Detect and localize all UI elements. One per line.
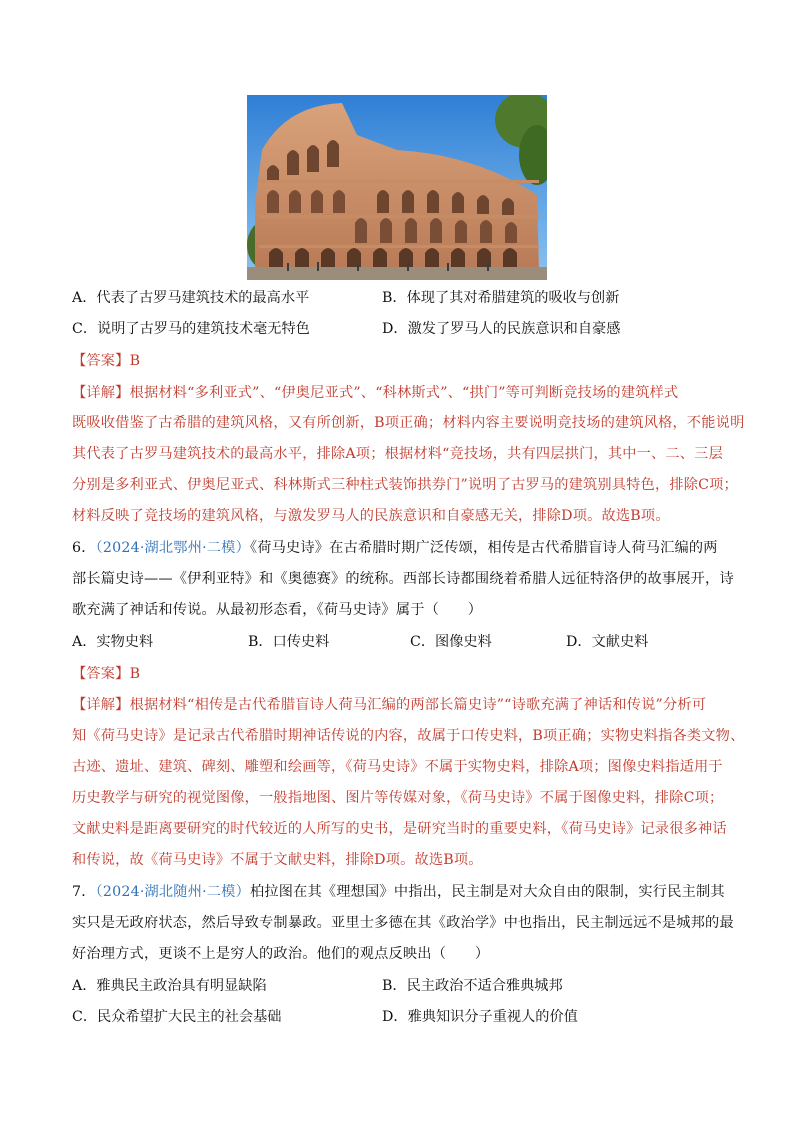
- q6-detail-text-1: 根据材料“相传是古代希腊盲诗人荷马汇编的两部长篇史诗”“诗歌充满了神话和传说”分析可: [129, 697, 707, 713]
- q7-stem-line-2: 实只是无政府状态，然后导致专制暴政。亚里士多德在其《政治学》中也指出，民主制远远不是城邦的最: [72, 915, 734, 931]
- q6-stem-line-1: [72, 538, 718, 558]
- q5-detail-line-3: 其代表了古罗马建筑技术的最高水平，排除A项；根据材料“竞技场，共有四层拱门，其中一、二、三层: [72, 446, 723, 462]
- q5-answer-label: 【答案】: [72, 353, 130, 369]
- q5-answer-value: B: [129, 353, 141, 369]
- q5-answer: [72, 351, 140, 371]
- q5-detail-line-2: 既吸收借鉴了古希腊的建筑风格，又有所创新，B项正确；材料内容主要说明竞技场的建筑风格，不能说明: [72, 415, 745, 431]
- q6-detail-line-3: 古迹、遗址、建筑、碑刻、雕塑和绘画等，《荷马史诗》不属于实物史料，排除A项；图像史料指适用于: [72, 759, 723, 775]
- q7-stem-text-1: 柏拉图在其《理想国》中指出，民主制是对大众自由的限制，实行民主制其: [249, 884, 725, 900]
- q6-stem-line-2: 部长篇史诗——《伊利亚特》和《奥德赛》的统称。西部长诗都围绕着希腊人远征特洛伊的故事展开，诗: [72, 571, 734, 587]
- q6-detail-line-2: 知《荷马史诗》是记录古代希腊时期神话传说的内容，故属于口传史料，B项正确；实物史料指各类文物、: [72, 728, 745, 744]
- colosseum-image: [247, 95, 547, 280]
- q5-option-a: A．代表了古罗马建筑技术的最高水平: [72, 290, 310, 306]
- q6-option-c: C．图像史料: [410, 634, 492, 650]
- q5-option-d: D．激发了罗马人的民族意识和自豪感: [382, 321, 621, 337]
- q6-detail-line-6: 和传说，故《荷马史诗》不属于文献史料，排除D项。故选B项。: [72, 852, 483, 868]
- q6-option-b: B．口传史料: [248, 634, 330, 650]
- q7-option-c: C．民众希望扩大民主的社会基础: [72, 1009, 282, 1025]
- q7-source: （2024·湖北随州·二模）: [95, 884, 250, 900]
- q5-option-b: B．体现了其对希腊建筑的吸收与创新: [382, 290, 620, 306]
- q7-option-a: A．雅典民主政治具有明显缺陷: [72, 978, 267, 994]
- q6-option-a: A．实物史料: [72, 634, 154, 650]
- q5-detail-label: 【详解】: [72, 385, 130, 401]
- q5-option-c: C．说明了古罗马的建筑技术毫无特色: [72, 321, 310, 337]
- q6-detail-label: 【详解】: [72, 697, 130, 713]
- q6-stem-line-3: 歌充满了神话和传说。从最初形态看，《荷马史诗》属于（ ）: [72, 602, 483, 618]
- q7-option-b: B．民主政治不适合雅典城邦: [382, 978, 563, 994]
- q6-detail-line-5: 文献史料是距离要研究的时代较近的人所写的史书，是研究当时的重要史料，《荷马史诗》记录很多神话: [72, 821, 727, 837]
- q5-detail-text-1: 根据材料“多利亚式”、“伊奥尼亚式”、“科林斯式”、“拱门”等可判断竞技场的建筑样式: [129, 385, 679, 401]
- q6-answer: [72, 664, 140, 684]
- q6-stem-text-1: 《荷马史诗》在古希腊时期广泛传颂，相传是古代希腊盲诗人荷马汇编的两: [249, 540, 718, 556]
- q6-detail-line-4: 历史教学与研究的视觉图像，一般指地图、图片等传媒对象，《荷马史诗》不属于图像史料，排除C项；: [72, 790, 724, 806]
- q7-stem-line-3: 好治理方式，更谈不上是穷人的政治。他们的观点反映出（ ）: [72, 946, 490, 962]
- q6-answer-label: 【答案】: [72, 666, 130, 682]
- q7-option-d: D．雅典知识分子重视人的价值: [382, 1009, 578, 1025]
- q5-detail-line-5: 材料反映了竞技场的建筑风格，与激发罗马人的民族意识和自豪感无关，排除D项。故选B项。: [72, 508, 670, 524]
- q6-option-d: D．文献史料: [566, 634, 649, 650]
- q6-number: 6．: [72, 540, 96, 556]
- q6-detail-line-1: [72, 695, 706, 715]
- q5-detail-line-4: 分别是多利亚式、伊奥尼亚式、科林斯式三种柱式装饰拱券门”说明了古罗马的建筑别具特色，排除C项；: [72, 477, 738, 493]
- q6-answer-value: B: [129, 666, 141, 682]
- q5-detail-line-1: [72, 383, 678, 403]
- q7-stem-line-1: [72, 882, 725, 902]
- colosseum-photo: [247, 95, 547, 280]
- q7-number: 7．: [72, 884, 96, 900]
- q6-source: （2024·湖北鄂州·二模）: [95, 540, 250, 556]
